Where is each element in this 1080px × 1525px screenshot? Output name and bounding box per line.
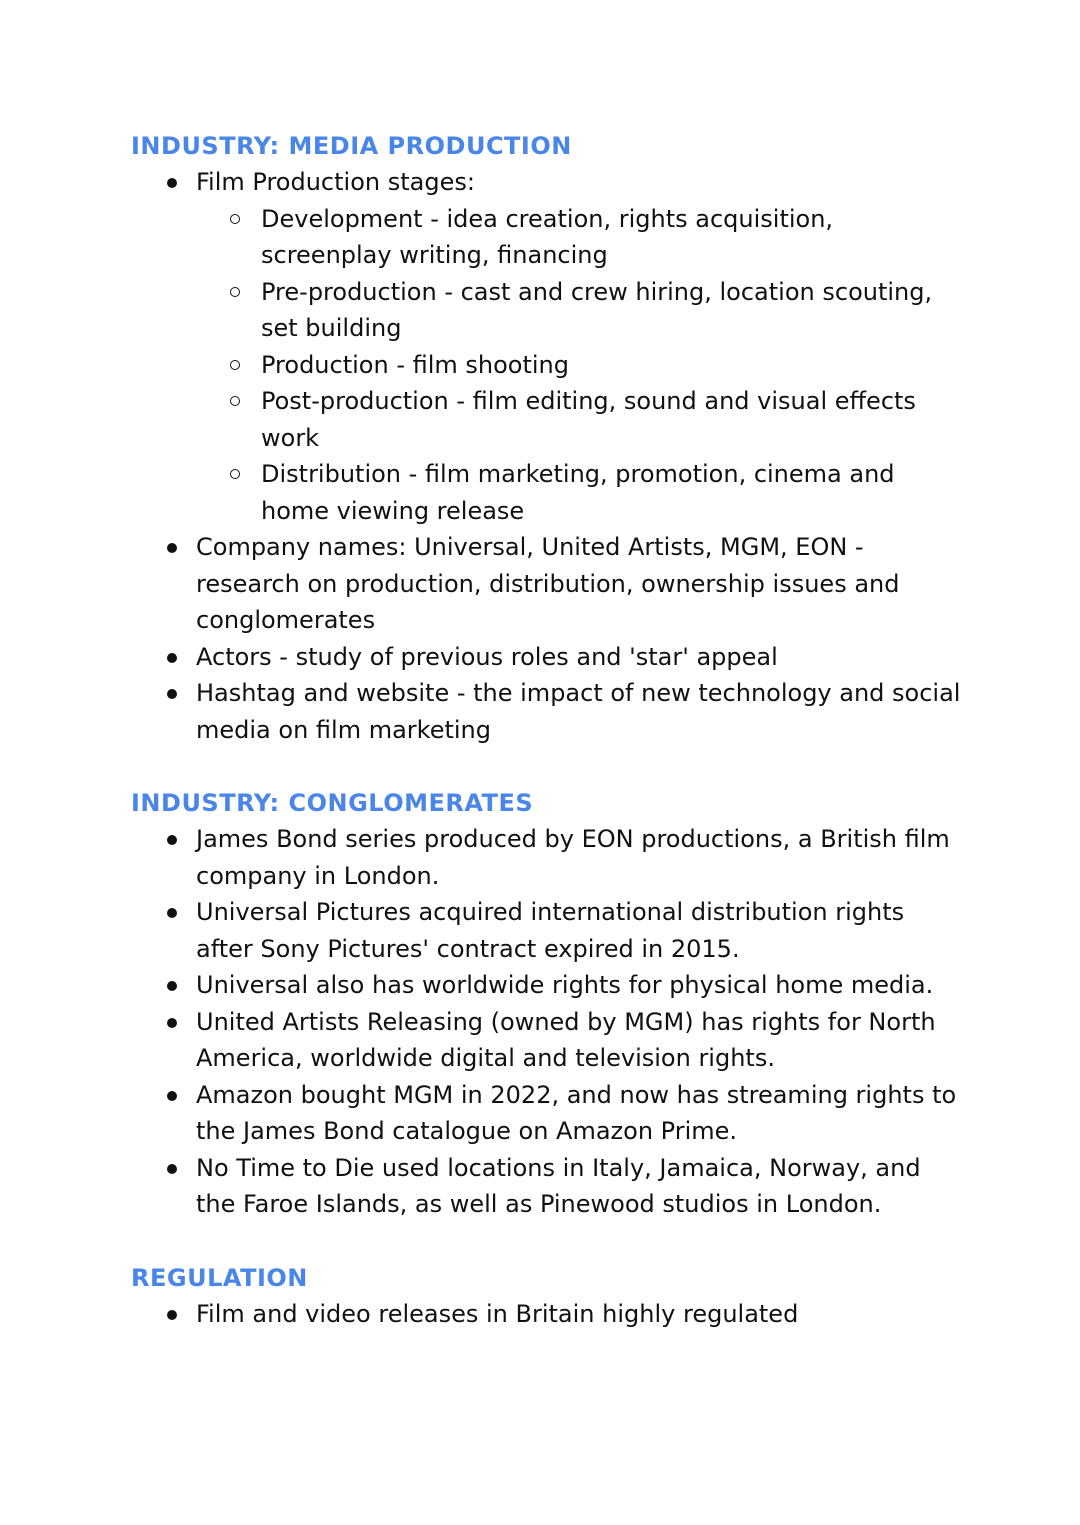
bullet-list [131, 821, 961, 1223]
list-item: Universal also has worldwide rights for physical home media. [131, 967, 961, 1004]
sub-list-item: Post-production - film editing, sound and visual effects work [131, 383, 961, 456]
section-conglomerates [131, 785, 961, 1223]
list-item-text: Film Production stages: [196, 168, 475, 196]
section-heading: INDUSTRY: CONGLOMERATES [131, 789, 534, 817]
bullet-list [131, 164, 961, 748]
sub-bullet-list [131, 201, 961, 530]
sub-list-item: Development - idea creation, rights acquisition, screenplay writing, financing [131, 201, 961, 274]
section-spacer [131, 748, 961, 785]
section-spacer [131, 1223, 961, 1260]
document-body [131, 128, 961, 1332]
list-item: James Bond series produced by EON productions, a British film company in London. [131, 821, 961, 894]
list-item: Amazon bought MGM in 2022, and now has streaming rights to the James Bond catalogue on Amazon Prime. [131, 1077, 961, 1150]
list-item: No Time to Die used locations in Italy, Jamaica, Norway, and the Faroe Islands, as well as Pinewood studios in London. [131, 1150, 961, 1223]
list-item: Film and video releases in Britain highly regulated [131, 1296, 961, 1333]
list-item: Company names: Universal, United Artists, MGM, EON - research on production, distribution, ownership issues and conglomerates [131, 529, 961, 639]
section-regulation [131, 1260, 961, 1333]
section-heading: REGULATION [131, 1263, 308, 1292]
list-item: Actors - study of previous roles and 'star' appeal [131, 639, 961, 676]
list-item: Universal Pictures acquired international distribution rights after Sony Pictures' contract expired in 2015. [131, 894, 961, 967]
section-heading: INDUSTRY: MEDIA PRODUCTION [131, 132, 572, 160]
sub-list-item: Pre-production - cast and crew hiring, location scouting, set building [131, 274, 961, 347]
section-media-production [131, 128, 961, 748]
list-item: Hashtag and website - the impact of new technology and social media on film marketing [131, 675, 961, 748]
sub-list-item: Distribution - film marketing, promotion, cinema and home viewing release [131, 456, 961, 529]
bullet-list [131, 1296, 961, 1333]
list-item: United Artists Releasing (owned by MGM) has rights for North America, worldwide digital and television rights. [131, 1004, 961, 1077]
sub-list-item: Production - film shooting [131, 347, 961, 384]
list-item [131, 164, 961, 529]
